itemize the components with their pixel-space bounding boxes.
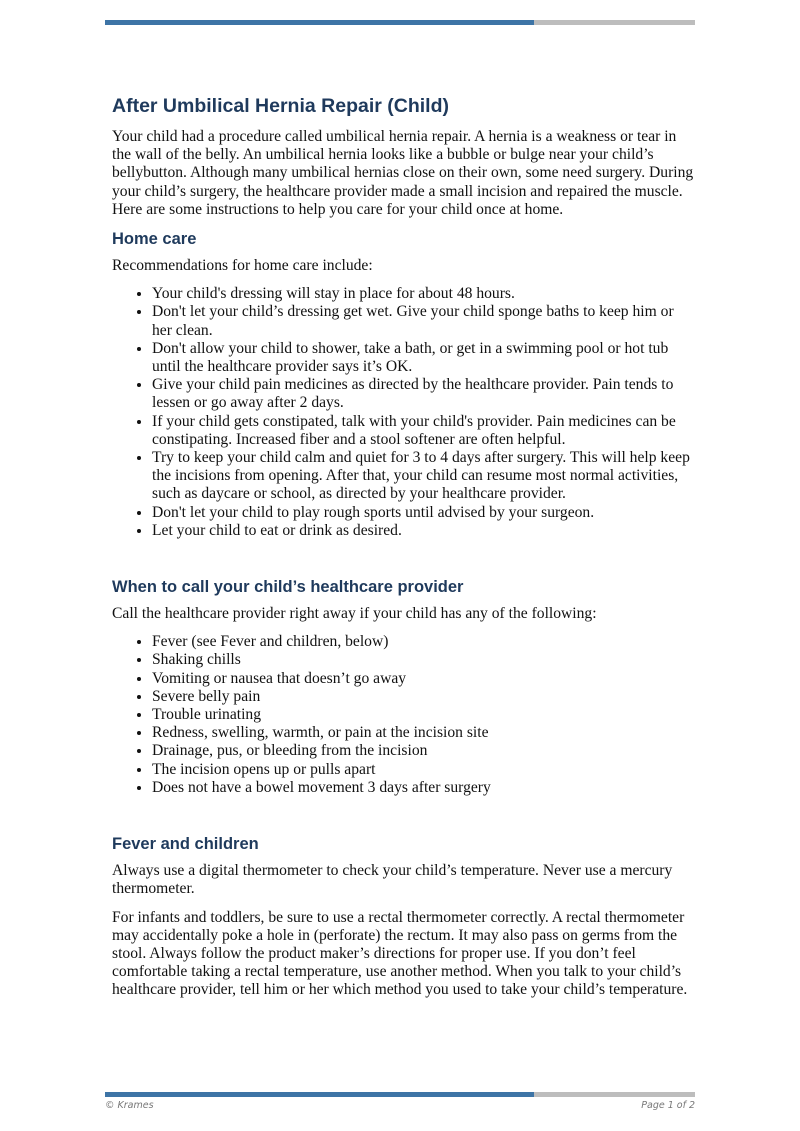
header-bar-track	[534, 20, 695, 25]
fever-paragraph: Always use a digital thermometer to check your child’s temperature. Never use a mercury thermometer.	[112, 862, 673, 898]
page-title: After Umbilical Hernia Repair (Child)	[112, 95, 449, 117]
list-item: • Don't let your child’s dressing get wet. Give your child sponge baths to keep him or her clean.	[152, 303, 697, 339]
when-to-call-lead: Call the healthcare provider right away if your child has any of the following:	[112, 605, 597, 623]
fever-paragraph: For infants and toddlers, be sure to use a rectal thermometer correctly. A rectal thermometer may accidentally poke a hole in (perforate) the rectum. It may also pass on germs from the stool. Always follow the product maker’s directions for proper use. If you don’t feel comfortable taking a rectal temperature, use another method. When you talk to your child’s healthcare provider, tell him or her which method you used to take your child’s temperature.	[112, 908, 688, 999]
list-item: • Don't allow your child to shower, take a bath, or get in a swimming pool or hot tub until the healthcare provider says it’s OK.	[152, 340, 697, 376]
when-to-call-list	[112, 633, 697, 797]
page-number: Page 1 of 2	[641, 1100, 695, 1111]
list-item: • Shaking chills	[152, 651, 697, 669]
list-item: • The incision opens up or pulls apart	[152, 761, 697, 779]
list-item: • Redness, swelling, warmth, or pain at the incision site	[152, 724, 697, 742]
list-item: • Don't let your child to play rough sports until advised by your surgeon.	[152, 504, 697, 522]
header-bar-accent	[105, 20, 534, 25]
list-item: • Give your child pain medicines as directed by the healthcare provider. Pain tends to lessen or go away after 2 days.	[152, 376, 697, 412]
spacer	[112, 550, 697, 577]
list-item: • Your child's dressing will stay in place for about 48 hours.	[152, 285, 697, 303]
list-item: • Trouble urinating	[152, 706, 697, 724]
fever-heading: Fever and children	[112, 835, 259, 854]
document-body	[112, 94, 697, 1010]
intro-paragraph: Your child had a procedure called umbilical hernia repair. A hernia is a weakness or tear in the wall of the belly. An umbilical hernia looks like a bubble or bulge near your child’s bellybutton. Although many umbilical hernias close on their own, some need surgery. During your child’s surgery, the healthcare provider made a small incision and repaired the muscle. Here are some instructions to help you care for your child once at home.	[112, 128, 694, 218]
page-footer	[105, 1100, 695, 1111]
list-item: • Severe belly pain	[152, 688, 697, 706]
home-care-list	[112, 285, 697, 540]
list-item: • Drainage, pus, or bleeding from the incision	[152, 742, 697, 760]
home-care-lead: Recommendations for home care include:	[112, 257, 373, 275]
header-bar	[105, 20, 695, 25]
home-care-heading: Home care	[112, 230, 197, 249]
footer-bar	[105, 1092, 695, 1097]
spacer	[112, 807, 697, 834]
copyright-text: © Krames	[105, 1100, 154, 1111]
list-item: • Let your child to eat or drink as desired.	[152, 522, 697, 540]
list-item: • Does not have a bowel movement 3 days after surgery	[152, 779, 697, 797]
footer-bar-track	[534, 1092, 695, 1097]
footer-bar-accent	[105, 1092, 534, 1097]
when-to-call-heading: When to call your child’s healthcare provider	[112, 578, 464, 597]
list-item: • Fever (see Fever and children, below)	[152, 633, 697, 651]
list-item: • Try to keep your child calm and quiet for 3 to 4 days after surgery. This will help keep the incisions from opening. After that, your child can resume most normal activities, such as daycare or school, as directed by your healthcare provider.	[152, 449, 697, 504]
list-item: • Vomiting or nausea that doesn’t go away	[152, 670, 697, 688]
list-item: • If your child gets constipated, talk with your child's provider. Pain medicines can be constipating. Increased fiber and a stool softener are often helpful.	[152, 413, 697, 449]
